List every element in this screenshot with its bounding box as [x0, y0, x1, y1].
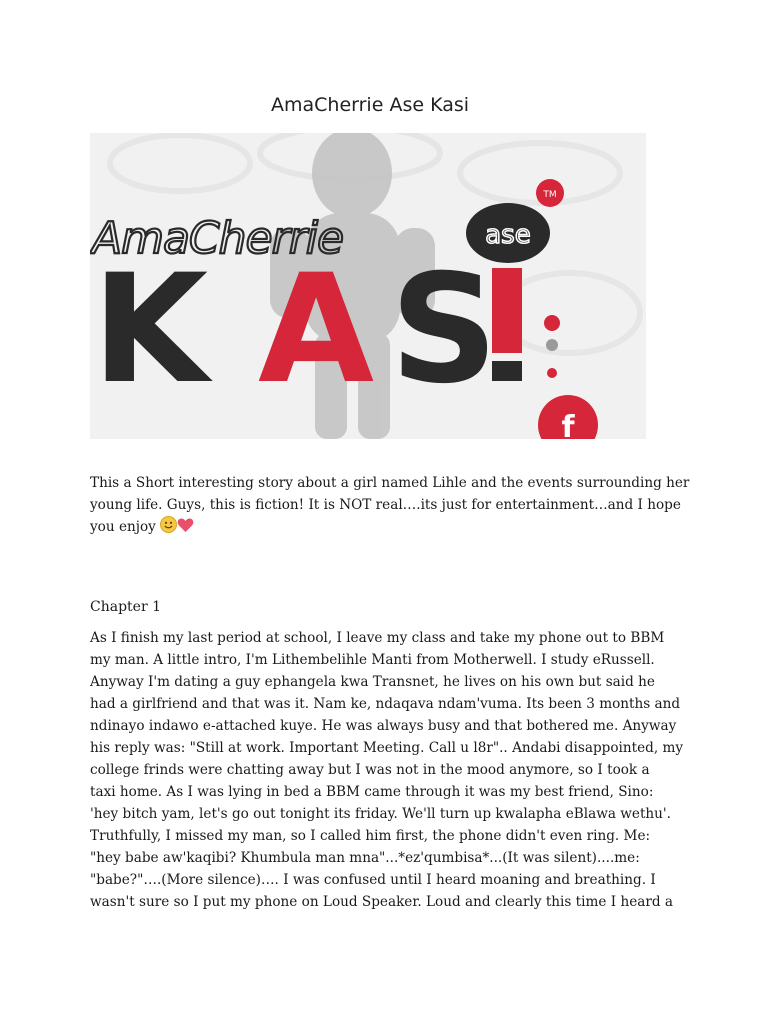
story-line: ndinayo indawo e-attached kuye. He was always busy and that bothered me. Anyway [90, 718, 677, 734]
intro-line: young life. Guys, this is fiction! It is NOT real….its just for entertainment…and I hope [90, 497, 681, 513]
heart-icon [177, 517, 194, 540]
story-line: his reply was: "Still at work. Important Meeting. Call u l8r".. Andabi disappointed, my [90, 740, 684, 756]
smiley-icon [160, 516, 177, 540]
chapter-heading: Chapter 1 [90, 599, 161, 615]
logo-main-text [92, 243, 522, 417]
chapter-body [90, 627, 690, 913]
trademark-text: TM [543, 190, 557, 200]
story-line: Anyway I'm dating a guy ephangela kwa Transnet, he lives on his own but said he [90, 674, 655, 690]
document-title: AmaCherrie Ase Kasi [271, 94, 470, 116]
intro-line: This a Short interesting story about a girl named Lihle and the events surrounding her [90, 475, 690, 491]
logo-badge-text: ase [485, 220, 531, 250]
logo-script-text: AmaCherrie [92, 213, 344, 264]
svg-text:S: S [390, 243, 493, 417]
intro-paragraph [90, 472, 690, 540]
story-line: had a girlfriend and that was it. Nam ke, ndaqava ndam'vuma. Its been 3 months and [90, 696, 681, 712]
svg-text:K: K [92, 243, 203, 417]
story-line: college frinds were chatting away but I was not in the mood anymore, so I took a [90, 762, 650, 778]
story-line: my man. A little intro, I'm Lithembelihle Manti from Motherwell. I study eRussell. [90, 652, 655, 668]
story-line: As I finish my last period at school, I leave my class and take my phone out to BBM [90, 630, 665, 646]
intro-line-last [90, 516, 690, 540]
story-line: "hey babe aw'kaqibi? Khumbula man mna"...*ez'qumbisa*...(It was silent)....me: [90, 850, 640, 866]
intro-line-text: you enjoy [90, 519, 156, 535]
story-line: Truthfully, I missed my man, so I called him first, the phone didn't even ring. Me: [90, 828, 651, 844]
story-line: "babe?"….(More silence)…. I was confused until I heard moaning and breathing. I [90, 872, 656, 888]
svg-text:A: A [258, 243, 369, 417]
story-line: 'hey bitch yam, let's go out tonight its friday. We'll turn up kwalapha eBlawa wethu'. [90, 806, 671, 822]
story-line: wasn't sure so I put my phone on Loud Speaker. Loud and clearly this time I heard a [90, 894, 673, 910]
facebook-letter: f [561, 410, 575, 439]
cover-image [90, 133, 646, 439]
story-line: taxi home. As I was lying in bed a BBM came through it was my best friend, Sino: [90, 784, 654, 800]
